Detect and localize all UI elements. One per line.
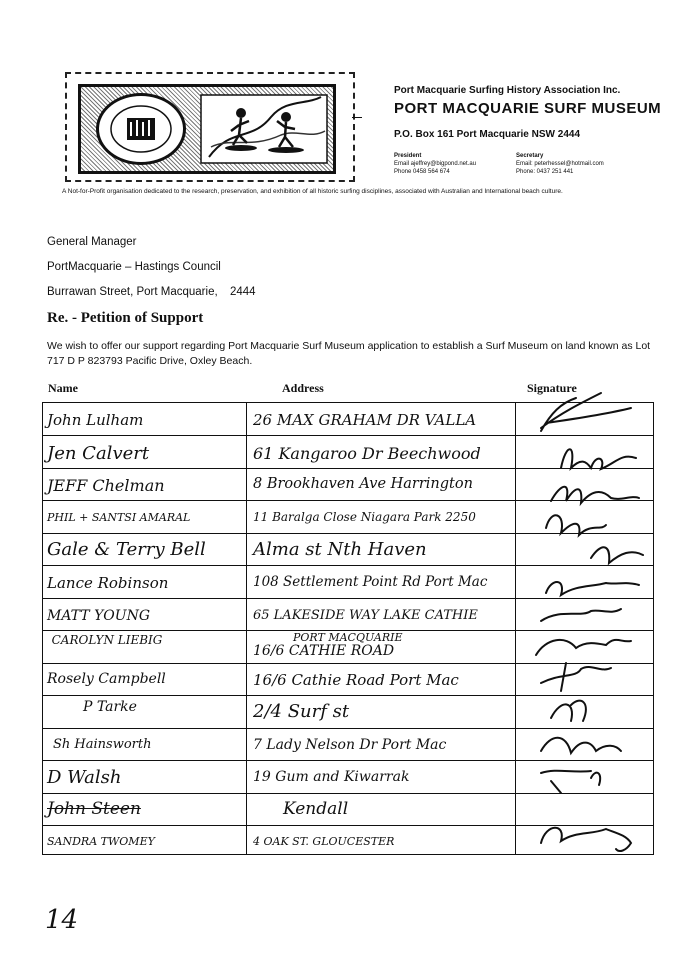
signatory-name: John Lulham: [47, 411, 144, 429]
signatory-name: Lance Robinson: [47, 574, 169, 592]
signature-mark: [546, 515, 606, 535]
signature-mark: [541, 771, 600, 793]
secretary-title: Secretary: [516, 153, 544, 159]
signatory-address: 2/4 Surf st: [253, 701, 350, 722]
signatory-address: Kendall: [283, 799, 349, 819]
column-divider: [246, 403, 247, 854]
signatory-address-line: PORT MACQUARIE: [293, 631, 403, 644]
signatory-address: 16/6 CATHIE ROAD: [253, 643, 395, 659]
subject-heading: Re. - Petition of Support: [47, 310, 204, 326]
signature-mark: [541, 609, 621, 621]
signature-mark: [541, 828, 631, 851]
name-column-header: Name: [48, 381, 78, 395]
signature-column-header: Signature: [527, 381, 577, 395]
signature-mark: [536, 640, 631, 655]
signatory-name: Gale & Terry Bell: [47, 539, 206, 560]
signatory-name: John Steen: [47, 799, 141, 819]
signatory-name: JEFF Chelman: [47, 476, 165, 495]
association-name: Port Macquarie Surfing History Association Inc.: [394, 85, 621, 96]
signatory-name: MATT YOUNG: [47, 608, 151, 624]
signatory-name: SANDRA TWOMEY: [47, 835, 155, 848]
museum-seal-icon: [96, 93, 186, 165]
signatory-name: D Walsh: [47, 767, 122, 788]
recipient-organisation: PortMacquarie – Hastings Council: [47, 261, 221, 273]
signatory-address: 4 OAK ST. GLOUCESTER: [253, 835, 395, 848]
signature-mark: [591, 547, 643, 563]
address-column-header: Address: [282, 381, 324, 395]
president-contact: [394, 152, 476, 176]
petition-statement: We wish to offer our support regarding Port Macquarie Surf Museum application to establish a Surf Museum on land known as Lot 717 D P 823793 Pacific Drive, Oxley Beach.: [47, 340, 651, 367]
signature-table: [42, 402, 654, 855]
recipient-title: General Manager: [47, 236, 137, 248]
signatory-address: 26 MAX GRAHAM DR VALLA: [253, 411, 477, 429]
signature-mark: [541, 393, 631, 431]
secretary-email: Email: peterhessel@hotmail.com: [516, 161, 604, 167]
signatory-name: Jen Calvert: [47, 443, 150, 464]
president-title: President: [394, 153, 422, 159]
signatory-address: 16/6 Cathie Road Port Mac: [253, 671, 459, 689]
signature-mark: [546, 582, 639, 595]
president-phone: Phone 0458 564 674: [394, 169, 450, 175]
recipient-postcode: 2444: [230, 286, 256, 298]
header-dash: [352, 117, 362, 118]
signatory-name: Rosely Campbell: [47, 671, 166, 687]
po-box: P.O. Box 161 Port Macquarie NSW 2444: [394, 129, 581, 140]
signature-mark: [551, 701, 586, 721]
signature-mark: [551, 487, 639, 503]
signatory-address: 19 Gum and Kiwarrak: [253, 769, 410, 785]
president-email: Email ajeffrey@bigpond.net.au: [394, 161, 477, 167]
secretary-phone: Phone: 0437 251 441: [516, 169, 574, 175]
signatory-name: Sh Hainsworth: [53, 737, 152, 752]
signature-mark: [561, 449, 636, 469]
signatory-address: 8 Brookhaven Ave Harrington: [253, 476, 473, 492]
signatory-address: 65 LAKESIDE WAY LAKE CATHIE: [253, 608, 478, 623]
signatory-address: 108 Settlement Point Rd Port Mac: [253, 574, 488, 590]
signatory-address: 11 Baralga Close Niagara Park 2250: [253, 510, 476, 524]
signature-mark: [541, 663, 611, 691]
signatory-address: 7 Lady Nelson Dr Port Mac: [253, 737, 447, 753]
signatory-name: CAROLYN LIEBIG: [51, 633, 163, 647]
signatory-address: 61 Kangaroo Dr Beechwood: [253, 444, 481, 463]
secretary-contact: [516, 152, 604, 176]
signatory-name: P Tarke: [83, 699, 137, 715]
recipient-street: Burrawan Street, Port Macquarie,: [47, 286, 218, 298]
signatory-name: PHIL + SANTSI AMARAL: [47, 511, 191, 524]
signatory-address: Alma st Nth Haven: [253, 539, 427, 560]
signature-column-marks: [521, 373, 651, 853]
page-number: 14: [45, 905, 79, 935]
organisation-tagline: A Not-for-Profit organisation dedicated to the research, preservation, and exhibition of all historic surfing disciplines, associated with Australian and International beach culture.: [62, 188, 563, 195]
signature-mark: [541, 738, 621, 753]
museum-name: PORT MACQUARIE SURF MUSEUM: [394, 100, 662, 117]
column-divider: [515, 403, 516, 854]
